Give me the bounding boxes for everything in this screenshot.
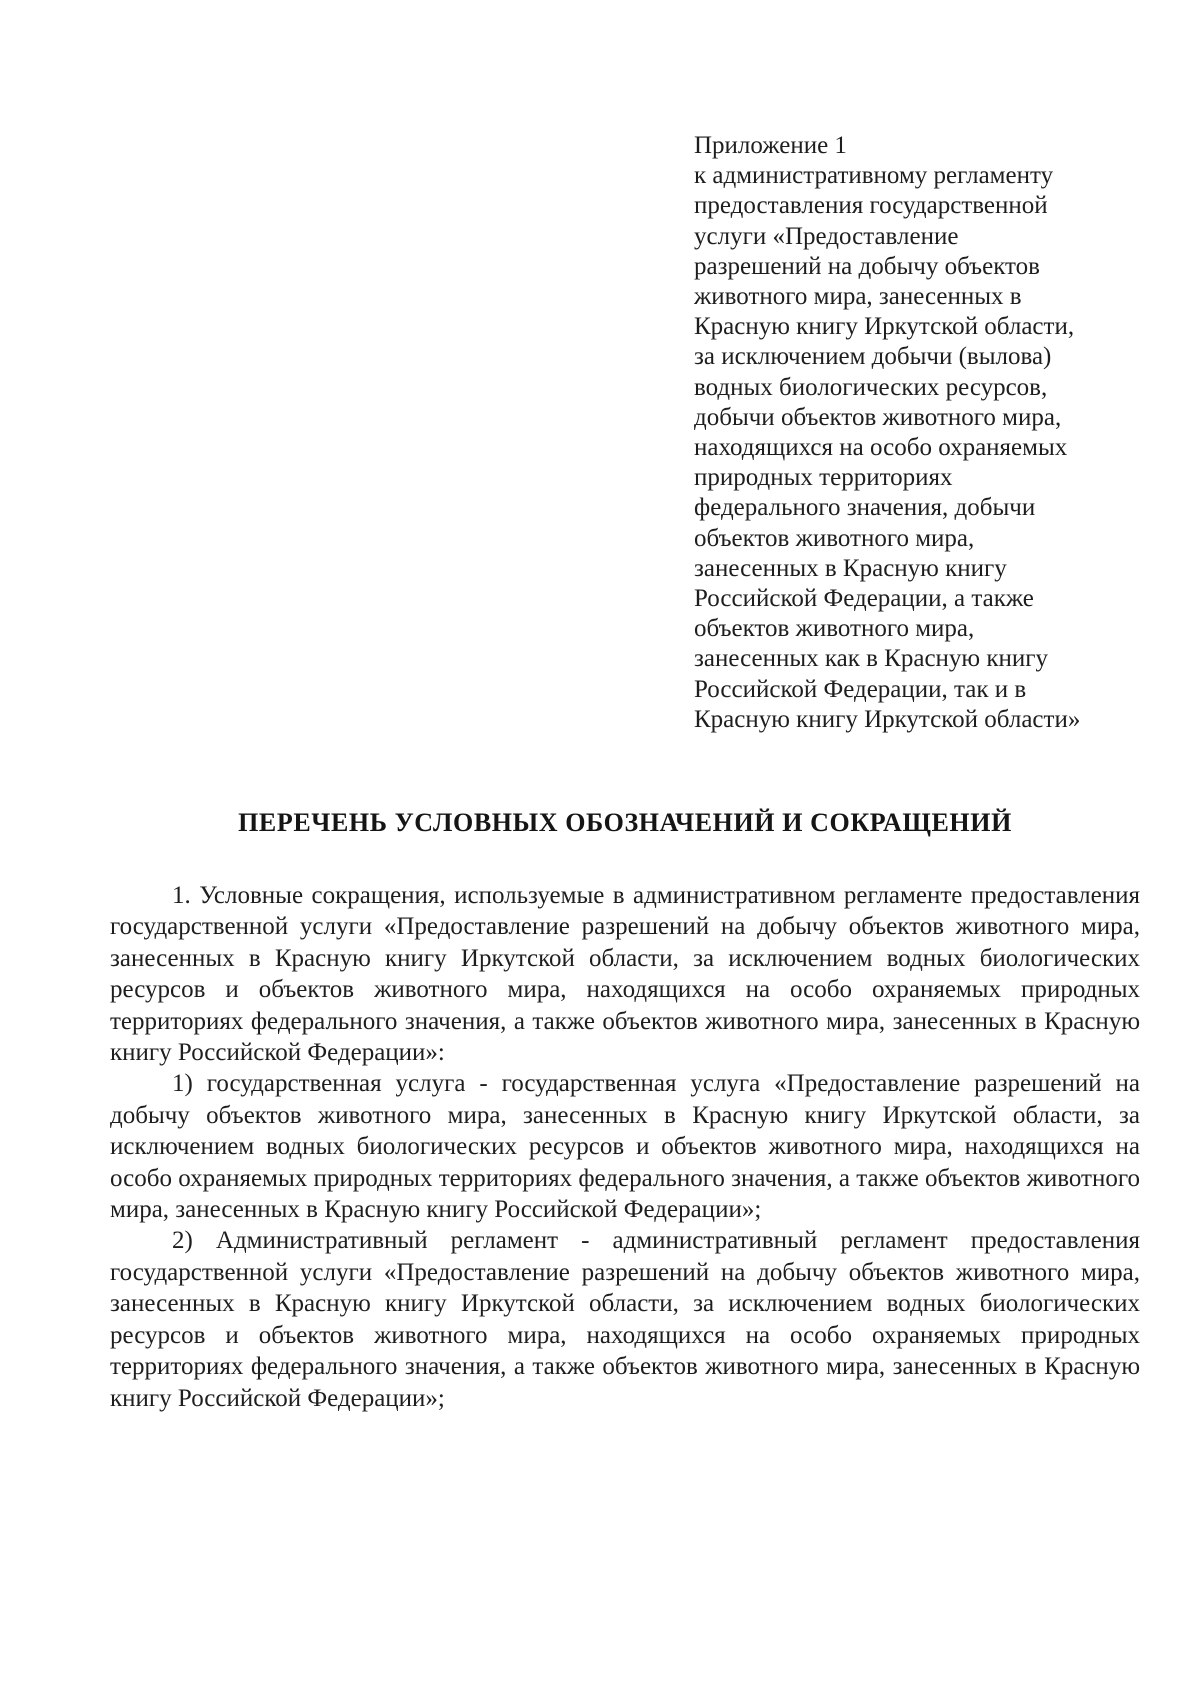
appendix-line: за исключением добычи (вылова) [694, 343, 1052, 371]
appendix-line: к административному регламенту [694, 162, 1054, 190]
appendix-line: объектов животного мира, [694, 615, 975, 643]
appendix-header [694, 131, 1144, 735]
appendix-line: Российской Федерации, а также [694, 585, 1034, 613]
appendix-line: добычи объектов животного мира, [694, 403, 1062, 431]
paragraph-1-2: 2) Административный регламент - административный регламент предоставления государственной услуги «Предоставление разрешений на добычу объектов животного мира, занесенных в Красную книгу Иркутской области, за исключением водных биологических ресурсов и объектов животного мира, находящихся на особо охраняемых природных территориях федерального значения, а также объектов животного мира, занесенных в Красную книгу Российской Федерации»; [110, 1227, 1140, 1412]
document-title: ПЕРЕЧЕНЬ УСЛОВНЫХ ОБОЗНАЧЕНИЙ И СОКРАЩЕНИЙ [238, 808, 1012, 837]
appendix-line: занесенных как в Красную книгу [694, 645, 1049, 673]
appendix-line: Красную книгу Иркутской области» [694, 705, 1081, 733]
appendix-line: федерального значения, добычи [694, 494, 1036, 522]
appendix-line: природных территориях [694, 464, 953, 492]
appendix-line: предоставления государственной [694, 192, 1048, 220]
appendix-line: услуги «Предоставление [694, 222, 959, 250]
appendix-line: животного мира, занесенных в [694, 283, 1022, 311]
paragraph-1: 1. Условные сокращения, используемые в административном регламенте предоставления государственной услуги «Предоставление разрешений на добычу объектов животного мира, занесенных в Красную книгу Иркутской области, за исключением водных биологических ресурсов и объектов животного мира, находящихся на особо охраняемых природных территориях федерального значения, а также объектов животного мира, занесенных в Красную книгу Российской Федерации»: [110, 882, 1140, 1067]
appendix-line: находящихся на особо охраняемых [694, 434, 1068, 462]
document-body [110, 880, 1140, 1414]
appendix-line: Красную книгу Иркутской области, [694, 313, 1075, 341]
appendix-line: объектов животного мира, [694, 524, 975, 552]
appendix-line: водных биологических ресурсов, [694, 373, 1048, 401]
paragraph-1-1: 1) государственная услуга - государственная услуга «Предоставление разрешений на добычу объектов животного мира, занесенных в Красную книгу Иркутской области, за исключением водных биологических ресурсов и объектов животного мира, находящихся на особо охраняемых природных территориях федерального значения, а также объектов животного мира, занесенных в Красную книгу Российской Федерации»; [110, 1070, 1140, 1224]
appendix-line: разрешений на добычу объектов [694, 252, 1040, 280]
appendix-line: Российской Федерации, так и в [694, 675, 1027, 703]
appendix-line: Приложение 1 [694, 132, 847, 159]
appendix-line: занесенных в Красную книгу [694, 554, 1007, 582]
